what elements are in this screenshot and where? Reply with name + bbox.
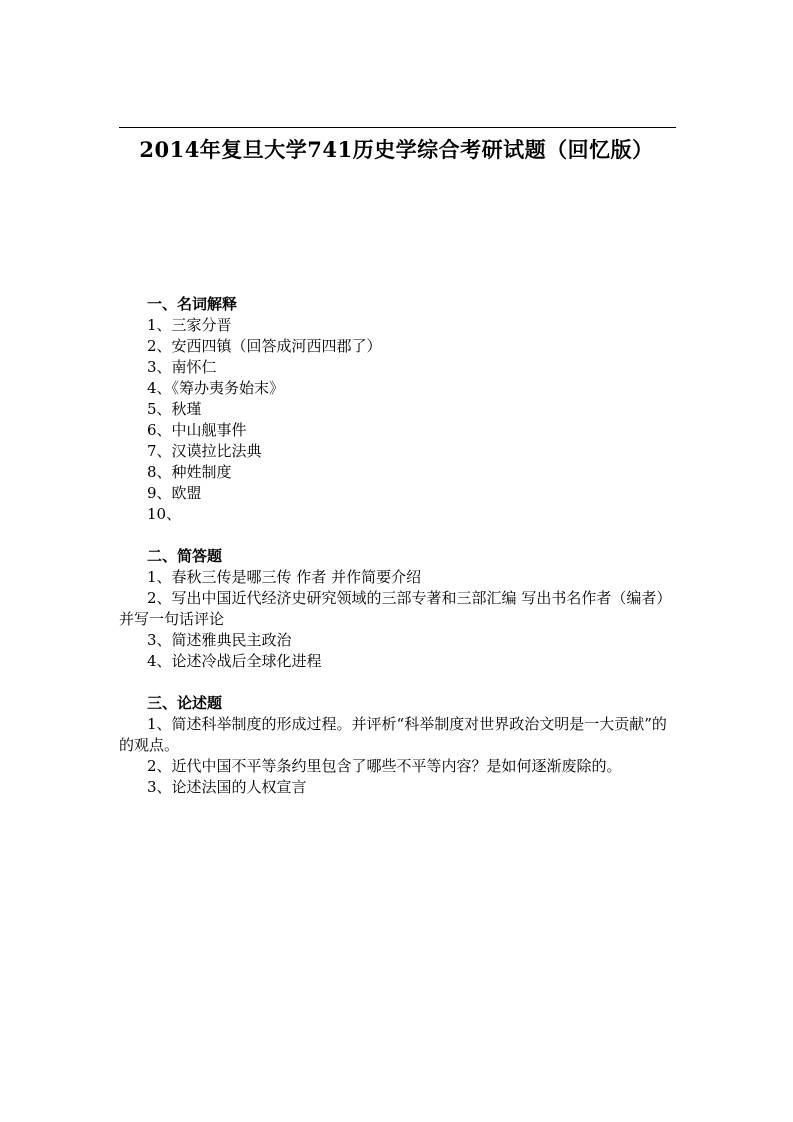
document-body xyxy=(119,294,679,798)
question-item: 8、种姓制度 xyxy=(147,463,232,481)
question-item: 3、简述雅典民主政治 xyxy=(147,631,292,649)
question-list xyxy=(119,714,679,798)
question-item: 1、简述科举制度的形成过程。并评析“科举制度对世界政治文明是一大贡献”的的观点。 xyxy=(119,715,667,754)
question-item: 3、南怀仁 xyxy=(147,358,217,376)
question-item: 2、写出中国近代经济史研究领域的三部专著和三部汇编 写出书名作者（编者）并写一句话评论 xyxy=(119,589,672,628)
question-item: 4、《筹办夷务始末》 xyxy=(147,379,285,397)
question-item: 6、中山舰事件 xyxy=(147,421,247,439)
question-list xyxy=(119,567,679,672)
question-item: 2、安西四镇（回答成河西四郡了） xyxy=(147,337,382,355)
header-rule xyxy=(119,127,676,128)
question-item: 9、欧盟 xyxy=(147,484,202,502)
document-title: 2014年复旦大学741历史学综合考研试题（回忆版） xyxy=(139,137,654,162)
section-essay xyxy=(119,693,679,798)
question-list xyxy=(119,315,679,525)
question-item: 3、论述法国的人权宣言 xyxy=(147,778,307,796)
question-item: 4、论述冷战后全球化进程 xyxy=(147,652,322,670)
section-heading: 二、简答题 xyxy=(147,547,223,565)
question-item: 1、春秋三传是哪三传 作者 并作简要介绍 xyxy=(147,568,422,586)
section-heading: 一、名词解释 xyxy=(147,295,238,313)
section-short-answer xyxy=(119,546,679,672)
question-item: 5、秋瑾 xyxy=(147,400,202,418)
question-item: 7、汉谟拉比法典 xyxy=(147,442,262,460)
question-item: 2、近代中国不平等条约里包含了哪些不平等内容？是如何逐渐废除的。 xyxy=(147,757,622,775)
question-item: 10、 xyxy=(147,505,182,523)
question-item: 1、三家分晋 xyxy=(147,316,232,334)
section-heading: 三、论述题 xyxy=(147,694,223,712)
section-terms xyxy=(119,294,679,525)
